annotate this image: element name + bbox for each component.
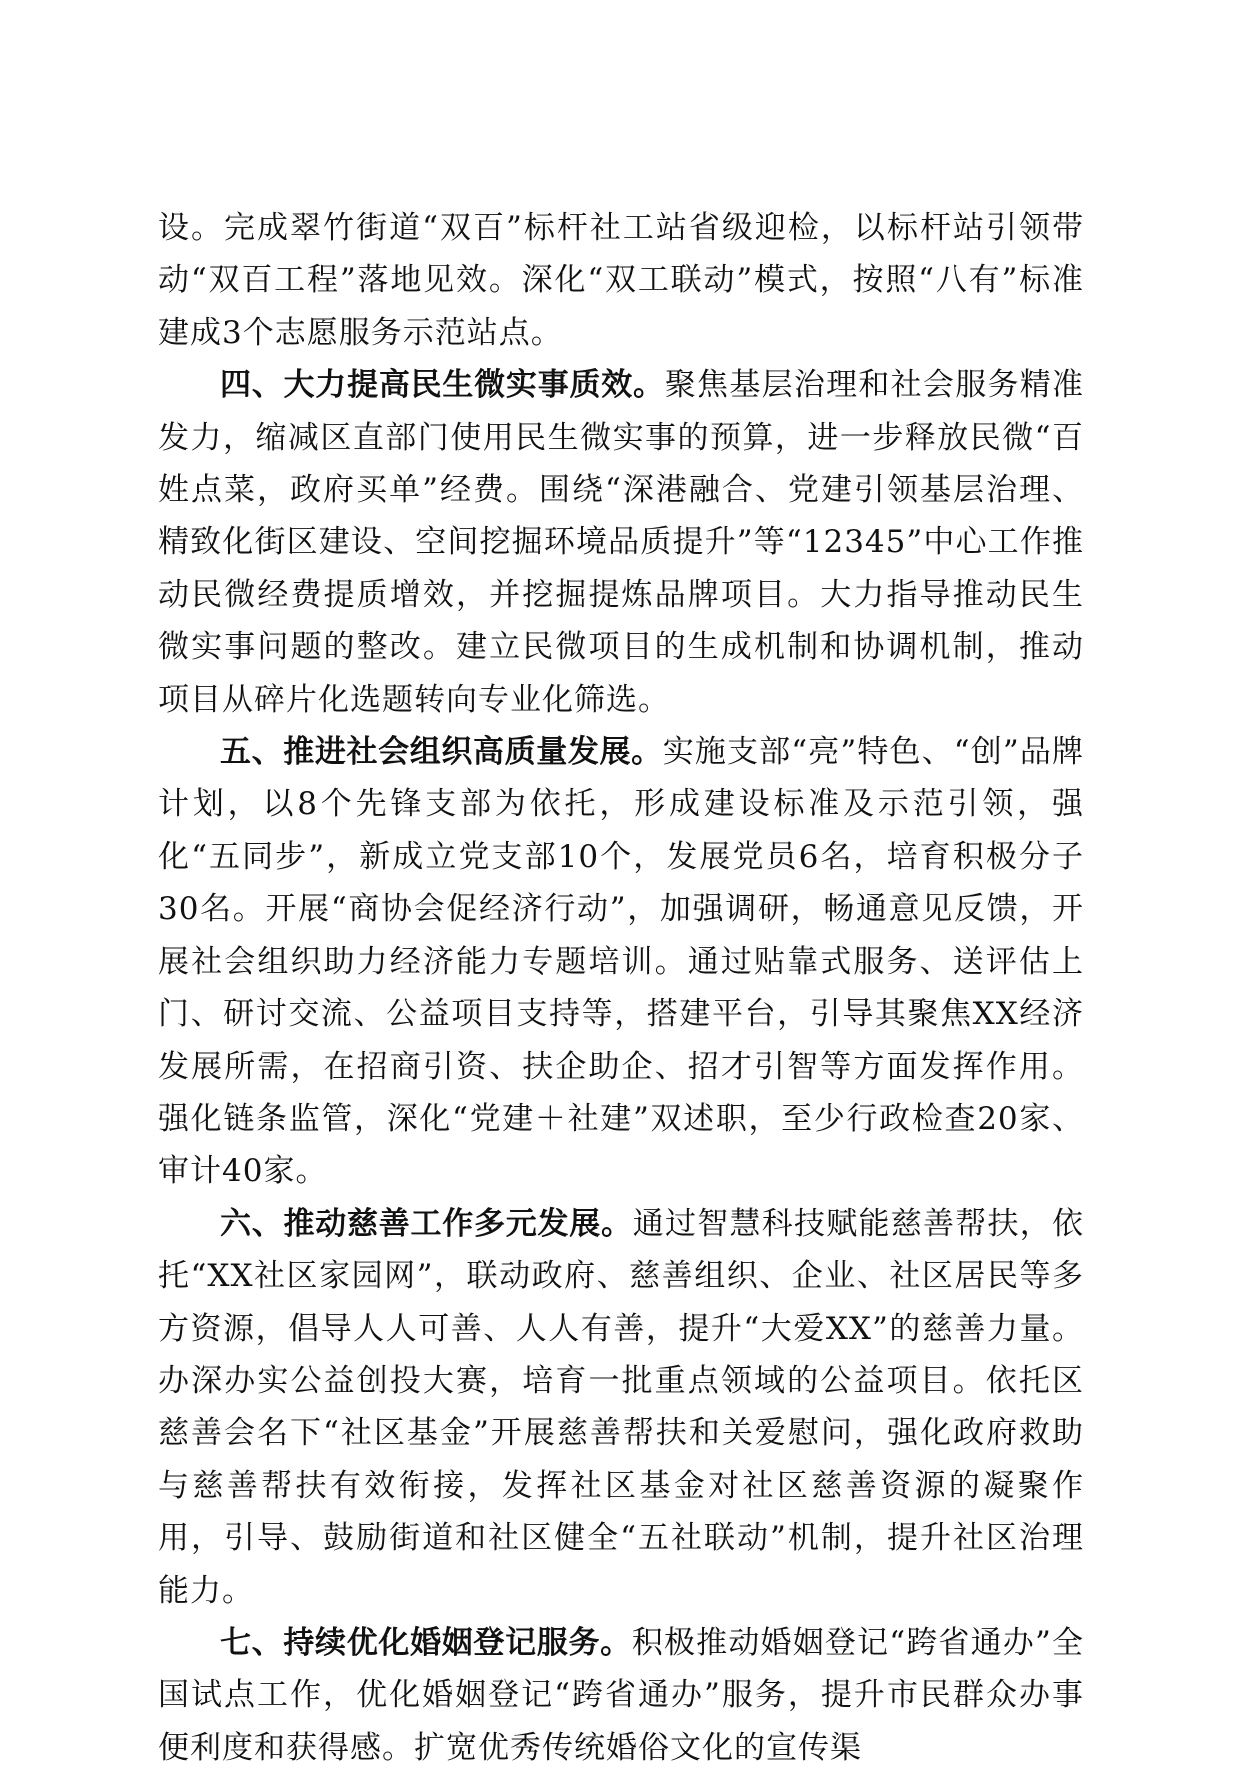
section-heading-5: 五、推进社会组织高质量发展。 — [220, 734, 663, 771]
paragraph-text: 实施支部“亮”特色、“创”品牌计划，以8个先锋支部为依托，形成建设标准及示范引领，强化“五同步”，新成立党支部10个，发展党员6名，培育积极分子30名。开展“商协会促经济行动”，加强调研，畅通意见反馈，开展社会组织助力经济能力专题培训。通过贴靠式服务、送评估上门、研讨交流、公益项目支持等，搭建平台，引导其聚焦XX经济发展所需，在招商引资、扶企助企、招才引智等方面发挥作用。强化链条监管，深化“党建＋社建”双述职，至少行政检查20家、审计40家。 — [158, 734, 1084, 1190]
paragraph-section-5 — [158, 726, 1084, 1198]
paragraph-text: 通过智慧科技赋能慈善帮扶，依托“XX社区家园网”，联动政府、慈善组织、企业、社区居民等多方资源，倡导人人可善、人人有善，提升“大爱XX”的慈善力量。办深办实公益创投大赛，培育一批重点领域的公益项目。依托区慈善会名下“社区基金”开展慈善帮扶和关爱慰问，强化政府救助与慈善帮扶有效衔接，发挥社区基金对社区慈善资源的凝聚作用，引导、鼓励街道和社区健全“五社联动”机制，提升社区治理能力。 — [158, 1205, 1084, 1609]
paragraph-section-4 — [158, 359, 1084, 726]
paragraph-text: 积极推动婚姻登记“跨省通办”全国试点工作，优化婚姻登记“跨省通办”服务，提升市民群众办事便利度和获得感。扩宽优秀传统婚俗文化的宣传渠 — [158, 1624, 1084, 1766]
paragraph-section-6 — [158, 1198, 1084, 1617]
paragraph-text: 聚焦基层治理和社会服务精准发力，缩减区直部门使用民生微实事的预算，进一步释放民微“百姓点菜，政府买单”经费。围绕“深港融合、党建引领基层治理、精致化街区建设、空间挖掘环境品质提升”等“12345”中心工作推动民微经费提质增效，并挖掘提炼品牌项目。大力指导推动民生微实事问题的整改。建立民微项目的生成机制和协调机制，推动项目从碎片化选题转向专业化筛选。 — [158, 367, 1085, 718]
paragraph-section-7 — [158, 1617, 1084, 1774]
section-heading-4: 四、大力提高民生微实事质效。 — [220, 367, 665, 404]
section-heading-6: 六、推动慈善工作多元发展。 — [220, 1205, 633, 1242]
section-heading-7: 七、持续优化婚姻登记服务。 — [220, 1624, 632, 1661]
document-body — [158, 202, 1084, 1774]
paragraph-continuation — [158, 202, 1084, 359]
paragraph-text: 设。完成翠竹街道“双百”标杆社工站省级迎检，以标杆站引领带动“双百工程”落地见效。深化“双工联动”模式，按照“八有”标准建成3个志愿服务示范站点。 — [158, 210, 1084, 351]
